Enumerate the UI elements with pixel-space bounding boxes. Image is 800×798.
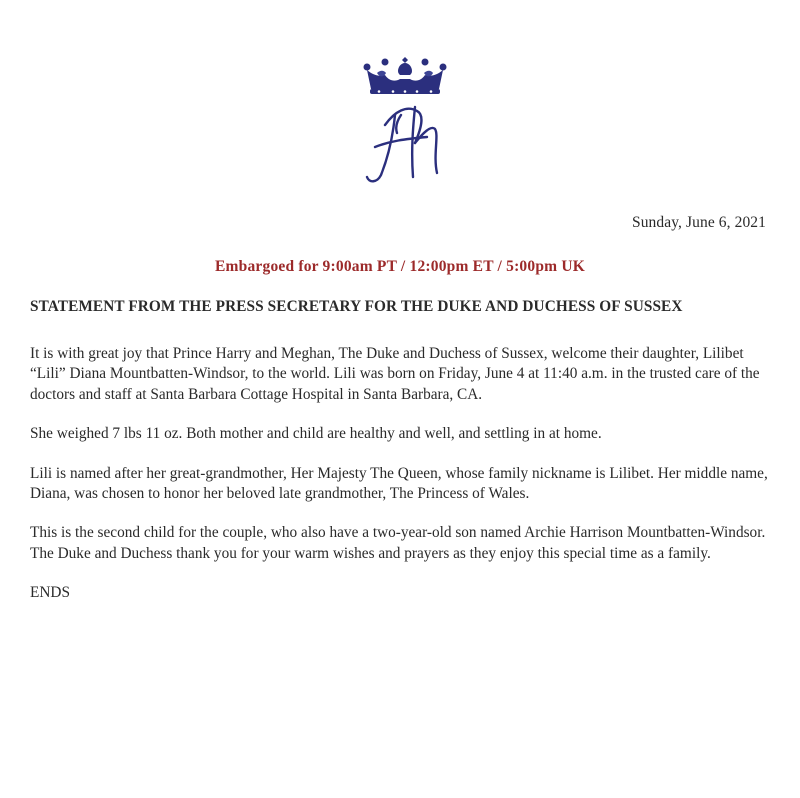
paragraph-birth-announcement: It is with great joy that Prince Harry and Meghan, The Duke and Duchess of Sussex, welcome their daughter, Lilibet “Lili” Diana Mountbatten-Windsor, to the world. Lili was born on Friday, June 4 at 11:40 a.m. in the trusted care of the doctors and staff at Santa Barbara Cottage Hospital in Santa Barbara, CA. — [30, 345, 760, 403]
statement-heading: STATEMENT FROM THE PRESS SECRETARY FOR THE DUKE AND DUCHESS OF SUSSEX — [30, 298, 683, 315]
statement-body — [30, 344, 770, 623]
embargo-notice: Embargoed for 9:00am PT / 12:00pm ET / 5:00pm UK — [215, 258, 585, 275]
statement-date: Sunday, June 6, 2021 — [631, 214, 766, 231]
crown-monogram-hm-icon — [355, 55, 455, 190]
paragraph-name-origin: Lili is named after her great-grandmother, Her Majesty The Queen, whose family nickname is Lilibet. Her middle name, Diana, was chosen to honor her beloved late grandmother, The Princess of Wales. — [30, 464, 768, 503]
paragraph-weight: She weighed 7 lbs 11 oz. Both mother and child are healthy and well, and settling in at home. — [30, 425, 602, 443]
closing-ends: ENDS — [30, 584, 70, 602]
paragraph-family: This is the second child for the couple, who also have a two-year-old son named Archie Harrison Mountbatten-Windsor. The Duke and Duchess thank you for your warm wishes and prayers as they enjoy this special time as a family. — [30, 524, 766, 562]
